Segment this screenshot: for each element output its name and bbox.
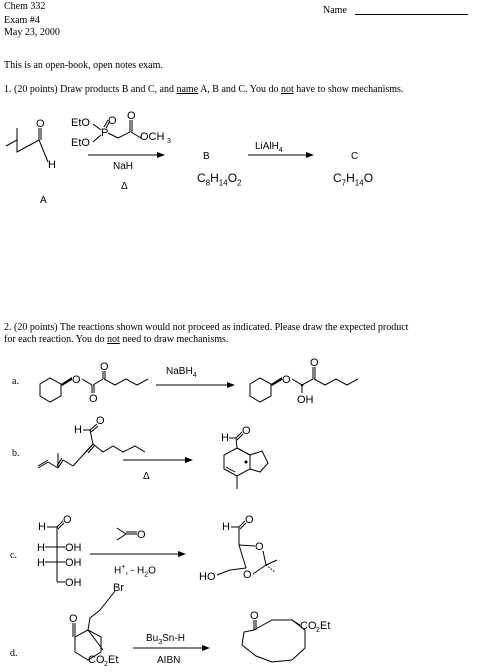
svg-text:O: O (108, 115, 117, 127)
svg-text:O: O (89, 393, 98, 405)
acetone-reagent (117, 528, 146, 541)
part-d-label: d. (10, 648, 18, 659)
reagent-heat-b: Δ (143, 471, 150, 482)
svg-text:OH: OH (297, 394, 314, 406)
reagent-tin-hydride: $Bu_3Sn-H$ (146, 633, 185, 646)
svg-text:O: O (245, 514, 254, 526)
reagent-acid: H+, - $H_2O$ (114, 564, 156, 579)
svg-text:O: O (69, 613, 78, 625)
svg-text:H: H (37, 557, 45, 569)
structure-2d-product (242, 610, 330, 662)
formula-b: $C_8H_{14}O_2$ (197, 171, 242, 188)
structure-2b-product (221, 425, 268, 489)
structure-2a-reactant (40, 361, 148, 405)
svg-text:Et: Et (108, 654, 119, 666)
reagent-nabh4: NaBH$_4$ (166, 366, 197, 379)
svg-text:O: O (96, 415, 105, 427)
svg-text:P: P (101, 127, 109, 139)
svg-text:H: H (74, 424, 82, 436)
svg-text:O: O (63, 514, 72, 526)
svg-text:O: O (242, 425, 251, 437)
name-label: Name (323, 5, 347, 16)
label-a: A (40, 195, 47, 206)
svg-text:O: O (250, 610, 259, 622)
svg-text:2: 2 (104, 661, 108, 668)
structure-2c-reactant (37, 514, 82, 589)
svg-text:Et: Et (320, 620, 331, 632)
part-b-label: b. (12, 448, 20, 459)
svg-text:OH: OH (65, 577, 82, 589)
svg-text:CO: CO (300, 620, 317, 632)
part-c-label: c. (10, 550, 17, 561)
reagent-aibn: AIBN (157, 655, 181, 666)
svg-text:H: H (221, 432, 229, 444)
reagent-nah: NaH (113, 161, 134, 172)
svg-text:H: H (222, 521, 230, 533)
svg-text:O: O (137, 529, 146, 541)
question-2-text-line1: 2. (20 points) The reactions shown would not proceed as indicated. Please draw the expected product (4, 322, 409, 333)
question-1-text: 1. (20 points) Draw products B and C, and name A, B and C. You do not have to show mechanisms. (4, 84, 404, 95)
svg-text:3: 3 (167, 138, 171, 145)
svg-text:Br: Br (113, 582, 124, 594)
svg-text:OH: OH (65, 557, 82, 569)
svg-text:OH: OH (65, 542, 82, 554)
svg-text:2: 2 (316, 627, 320, 634)
question-2-text-line2: for each reaction. You do not need to draw mechanisms. (4, 334, 229, 345)
svg-text:CO: CO (88, 654, 105, 666)
svg-text:EtO: EtO (71, 137, 90, 149)
part-a-label: a. (12, 376, 19, 387)
svg-text:H: H (48, 159, 56, 171)
svg-text:H: H (38, 521, 46, 533)
exam-date: May 23, 2000 (4, 27, 60, 38)
svg-text:O: O (72, 374, 81, 386)
svg-text:O: O (36, 118, 45, 130)
svg-text:O: O (310, 357, 319, 369)
structure-a (6, 118, 56, 171)
reagent-lialh4: LiAlH$_4$ (255, 141, 283, 154)
svg-text:HO: HO (199, 571, 216, 583)
label-b: B (203, 151, 210, 162)
svg-text:O: O (100, 361, 109, 373)
structure-2c-product (199, 514, 277, 583)
svg-text:O: O (282, 374, 291, 386)
svg-text:H: H (37, 542, 45, 554)
svg-text:O: O (255, 541, 264, 553)
course-title: Chem 332 (4, 1, 46, 12)
svg-text:OCH: OCH (140, 131, 165, 143)
phosphonate-reagent (71, 110, 171, 149)
svg-text:O: O (243, 569, 252, 581)
exam-number: Exam #4 (4, 15, 40, 26)
exam-instructions: This is an open-book, open notes exam. (4, 60, 163, 71)
reagent-heat: Δ (121, 181, 128, 192)
structure-2d-reactant (69, 582, 124, 668)
svg-text:O: O (127, 110, 136, 122)
label-c: C (351, 151, 359, 162)
structure-2a-product (250, 357, 358, 406)
formula-c: $C_7H_{14}O$ (333, 171, 374, 188)
svg-text:EtO: EtO (71, 117, 90, 129)
